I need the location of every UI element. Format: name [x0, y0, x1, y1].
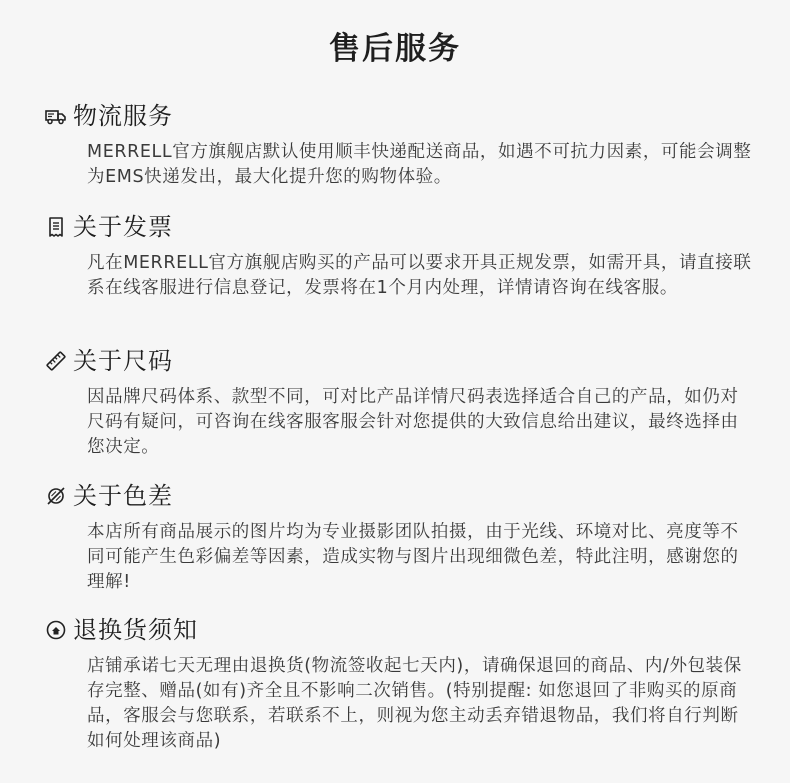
invoice-icon	[45, 216, 67, 238]
section-header	[45, 478, 173, 514]
section-title: 物流服务	[73, 102, 173, 130]
section-body: 本店所有商品展示的图片均为专业摄影团队拍摄，由于光线、环境对比、亮度等不同可能产生色彩偏差等因素，造成实物与图片出现细微色差，特此注明，感谢您的理解!	[87, 522, 739, 592]
return-icon	[45, 619, 67, 641]
ruler-icon	[45, 350, 67, 372]
section-title: 关于尺码	[73, 347, 173, 375]
section-header	[45, 343, 173, 379]
truck-icon	[45, 105, 67, 127]
section-body: MERRELL官方旗舰店默认使用顺丰快递配送商品，如遇不可抗力因素，可能会调整为EMS快递发出，最大化提升您的购物体验。	[87, 142, 752, 187]
page-title: 售后服务	[329, 31, 461, 67]
section-body: 因品牌尺码体系、款型不同，可对比产品详情尺码表选择适合自己的产品，如仍对尺码有疑问，可咨询在线客服客服会针对您提供的大致信息给出建议，最终选择由您决定。	[87, 387, 739, 457]
section-header	[45, 98, 173, 134]
section-body: 凡在MERRELL官方旗舰店购买的产品可以要求开具正规发票，如需开具，请直接联系在线客服进行信息登记，发票将在1个月内处理，详情请咨询在线客服。	[87, 253, 752, 298]
section-title: 关于色差	[73, 482, 173, 510]
color-difference-icon	[45, 485, 67, 507]
section-body: 店铺承诺七天无理由退换货(物流签收起七天内)，请确保退回的商品、内/外包装保存完整、赠品(如有)齐全且不影响二次销售。(特别提醒: 如您退回了非购买的原商品，客服会与您联系，若联系不上，则视为您主动丢弃错退物品，我们将自行判断如何处理该商品)	[87, 656, 742, 751]
section-title: 关于发票	[73, 213, 173, 241]
section-title: 退换货须知	[73, 616, 198, 644]
section-header	[45, 612, 198, 648]
section-header	[45, 209, 173, 245]
